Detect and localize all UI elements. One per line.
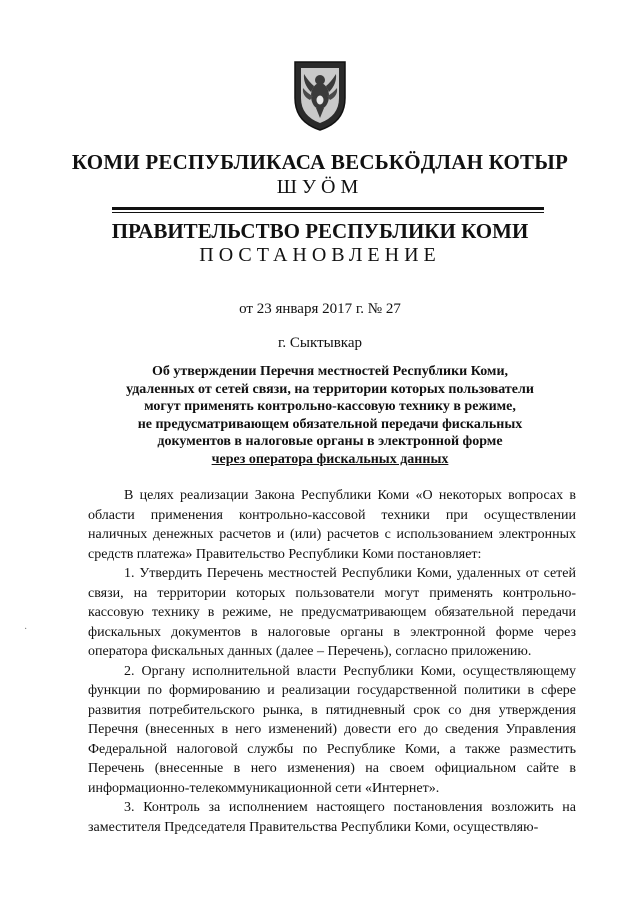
decree-title-line: удаленных от сетей связи, на территории которых пользователи <box>126 381 534 397</box>
margin-mark: · <box>24 624 28 635</box>
decree-title-line: могут применять контрольно-кассовую технику в режиме, <box>144 399 516 415</box>
document-type-heading: ПОСТАНОВЛЕНИЕ <box>199 244 441 266</box>
preamble-paragraph: В целях реализации Закона Республики Коми «О некоторых вопросах в области применения контрольно-кассовой техники при осуществлении наличных денежных расчетов и (или) расчетов с использованием электронных средств платежа» Правительство Республики Коми постановляет: <box>88 488 576 562</box>
clause-paragraph: 2. Органу исполнительной власти Республики Коми, осуществляющему функции по формированию и реализации государственной политики в сфере развития потребительского рынка, в пятидневный срок со дня утверждения Перечня (внесенных в него изменений) довести его до сведения Управления Федеральной налоговой службы по Республике Коми, а также разместить Перечень (внесенные в него изменения) на своем официальном сайте в информационно-телекоммуникационной сети «Интернет». <box>88 663 576 796</box>
decree-title-line-underlined: через оператора фискальных данных <box>211 451 449 467</box>
government-heading: ПРАВИТЕЛЬСТВО РЕСПУБЛИКИ КОМИ <box>111 219 529 243</box>
clause-paragraph: 1. Утвердить Перечень местностей Республики Коми, удаленных от сетей связи, на территории которых пользователи могут применять контрольно-кассовую технику в режиме, не предусматривающем обязательной передачи фискальных документов в налоговые органы в электронной форме через оператора фискальных данных (далее – Перечень), согласно приложению. <box>88 566 576 659</box>
komi-government-heading: КОМИ РЕСПУБЛИКАСА ВЕСЬКӦДЛАН КОТЫР <box>71 150 569 174</box>
decree-body <box>88 486 576 837</box>
komi-decree-word: ШУӦМ <box>276 176 364 198</box>
clause-paragraph: 3. Контроль за исполнением настоящего постановления возложить на заместителя Председателя Правительства Республики Коми, осуществляю- <box>88 800 576 835</box>
decree-date-number: от 23 января 2017 г. № 27 <box>239 301 401 317</box>
decree-title-line: документов в налоговые органы в электронной форме <box>157 434 503 450</box>
decree-title-line: не предусматривающем обязательной передачи фискальных <box>137 416 523 432</box>
decree-title-line: Об утверждении Перечня местностей Республики Коми, <box>151 364 509 379</box>
decree-place: г. Сыктывкар <box>277 335 363 351</box>
coat-of-arms-icon <box>292 56 348 132</box>
decree-title <box>120 363 540 469</box>
header-divider-thick <box>112 207 544 210</box>
header-divider-thin <box>112 212 544 213</box>
